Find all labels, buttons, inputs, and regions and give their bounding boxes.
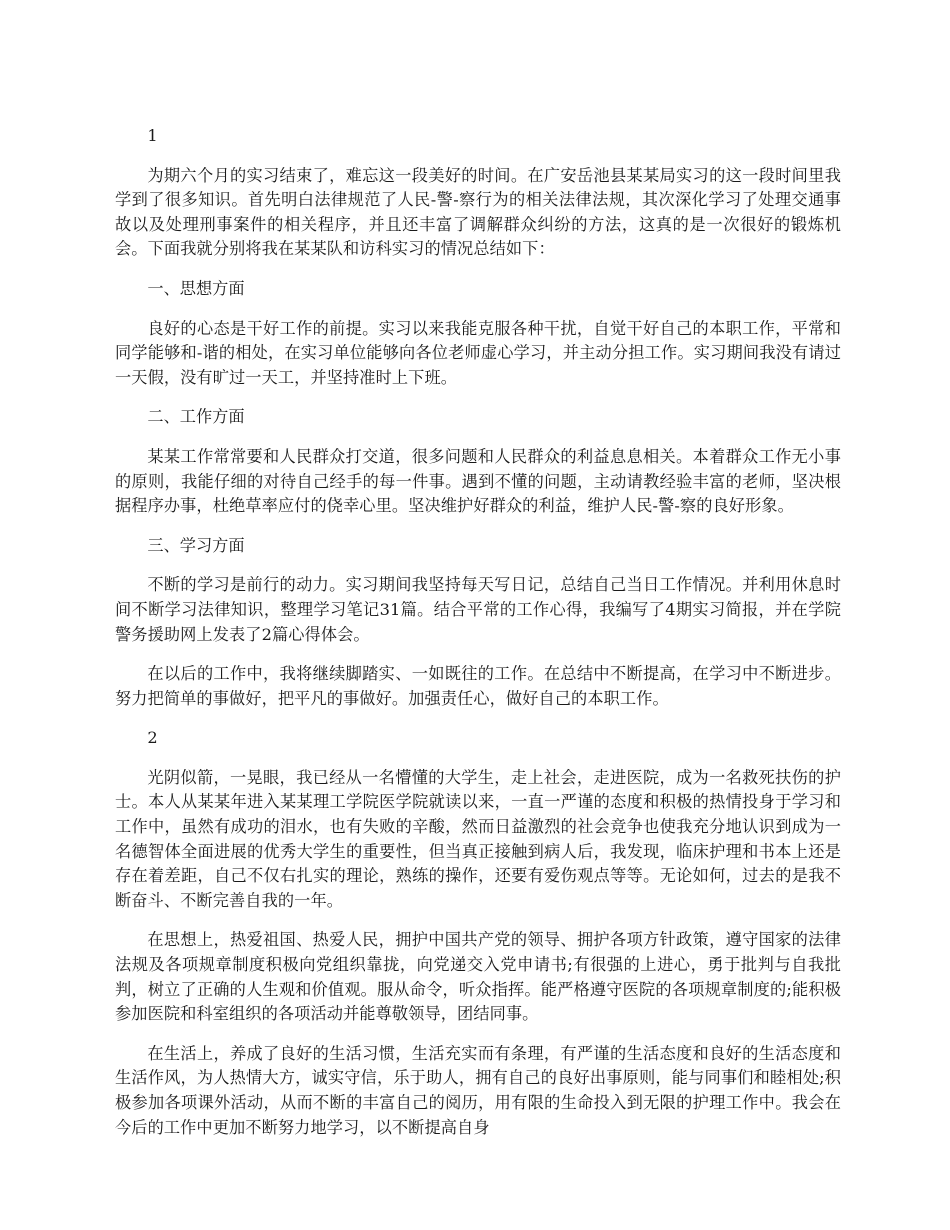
paragraph-future: 在以后的工作中，我将继续脚踏实、一如既往的工作。在总结中不断提高，在学习中不断进步。努力把简单的事做好，把平凡的事做好。加强责任心，做好自己的本职工作。 [115,664,841,708]
paragraph-thought: 良好的心态是干好工作的前提。实习以来我能克服各种干扰，自觉干好自己的本职工作，平常和同学能够和-谐的相处，在实习单位能够向各位老师虚心学习，并主动分担工作。实习期间我没有请过一天假，没有旷过一天工，并坚持准时上下班。 [115,318,841,387]
paragraph-nurse-intro: 光阴似箭，一晃眼，我已经从一名懵懂的大学生，走上社会，走进医院，成为一名救死扶伤的护士。本人从某某年进入某某理工学院医学院就读以来，一直一严谨的态度和积极的热情投身于学习和工作中，虽然有成功的泪水，也有失败的辛酸，然而日益激烈的社会竞争也使我充分地认识到成为一名德智体全面进展的优秀大学生的重要性，但当真正接触到病人后，我发现，临床护理和书本上还是存在着差距，自己不仅右扎实的理论，熟练的操作，还要有爱伤观点等等。无论如何，过去的是我不断奋斗、不断完善自我的一年。 [115,767,841,910]
paragraph-life: 在生活上，养成了良好的生活习惯，生活充实而有条理，有严谨的生活态度和良好的生活态度和生活作风，为人热情大方，诚实守信，乐于助人，拥有自己的良好出事原则，能与同事们和睦相处;积极参加各项课外活动，从而不断的丰富自己的阅历，用有限的生命投入到无限的护理工作中。我会在今后的工作中更加不断努力地学习，以不断提高自身 [115,1043,841,1137]
paragraph-work: 某某工作常常要和人民群众打交道，很多问题和人民群众的利益息息相关。本着群众工作无小事的原则，我能仔细的对待自己经手的每一件事。遇到不懂的问题，主动请教经验丰富的老师，坚决根据程序办事，杜绝草率应付的侥幸心里。坚决维护好群众的利益，维护人民-警-察的良好形象。 [115,446,841,516]
intro-paragraph: 为期六个月的实习结束了，难忘这一段美好的时间。在广安岳池县某某局实习的这一段时间里我学到了很多知识。首先明白法律规范了人民-警-察行为的相关法律法规，其次深化学习了处理交通事故以及处理刑事案件的相关程序，并且还丰富了调解群众纠纷的方法，这真的是一次很好的锻炼机会。下面我就分别将我在某某队和访科实习的情况总结如下： [115,165,841,259]
heading-study: 三、学习方面 [147,535,245,555]
section-number-2: 2 [147,728,158,748]
heading-work: 二、工作方面 [147,407,245,427]
paragraph-study: 不断的学习是前行的动力。实习期间我坚持每天写日记，总结自己当日工作情况。并利用休息时间不断学习法律知识，整理学习笔记31篇。结合平常的工作心得，我编写了4期实习简报，并在学院警务援助网上发表了2篇心得体会。 [115,575,841,644]
section-number-1: 1 [147,126,158,145]
document-page [115,124,841,1155]
paragraph-ideology: 在思想上，热爱祖国、热爱人民，拥护中国共产党的领导、拥护各项方针政策，遵守国家的法律法规及各项规章制度积极向党组织靠拢，向党递交入党申请书;有很强的上进心，勇于批判与自我批判，树立了正确的人生观和价值观。服从命令，听众指挥。能严格遵守医院的各项规章制度的;能积极参加医院和科室组织的各项活动并能尊敬领导，团结同事。 [115,930,841,1024]
heading-thought: 一、思想方面 [147,278,245,298]
